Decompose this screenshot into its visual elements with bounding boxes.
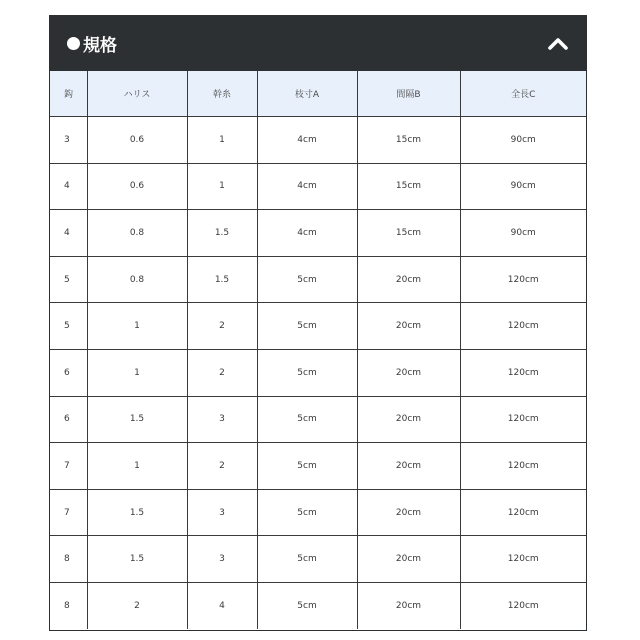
cell-hook: 6 <box>50 396 87 443</box>
cell-harisu: 1.5 <box>87 396 187 443</box>
cell-harisu: 1.5 <box>87 489 187 536</box>
cell-harisu: 0.6 <box>87 117 187 164</box>
cell-harisu: 0.6 <box>87 163 187 210</box>
cell-interval-b: 20cm <box>357 443 460 490</box>
column-header-total-c: 全長C <box>460 71 586 117</box>
cell-harisu: 1 <box>87 303 187 350</box>
cell-total-c: 90cm <box>460 163 586 210</box>
cell-branch-a: 5cm <box>257 303 357 350</box>
table-row <box>50 210 586 257</box>
bullet-icon <box>67 37 80 50</box>
cell-branch-a: 5cm <box>257 349 357 396</box>
cell-harisu: 1 <box>87 349 187 396</box>
table-row <box>50 582 586 628</box>
collapse-toggle-button[interactable] <box>544 30 572 58</box>
table-row <box>50 117 586 164</box>
table-row <box>50 489 586 536</box>
table-body <box>50 117 586 629</box>
cell-harisu: 0.8 <box>87 210 187 257</box>
cell-hook: 5 <box>50 256 87 303</box>
cell-harisu: 1 <box>87 443 187 490</box>
cell-mikiito: 3 <box>187 536 257 583</box>
cell-mikiito: 1.5 <box>187 210 257 257</box>
cell-total-c: 90cm <box>460 210 586 257</box>
column-header-branch-a: 枝寸A <box>257 71 357 117</box>
panel-title-group <box>67 31 117 56</box>
cell-interval-b: 20cm <box>357 396 460 443</box>
cell-interval-b: 20cm <box>357 536 460 583</box>
cell-interval-b: 20cm <box>357 489 460 536</box>
table-row <box>50 256 586 303</box>
table-row <box>50 396 586 443</box>
cell-harisu: 1.5 <box>87 536 187 583</box>
chevron-up-icon <box>547 37 569 51</box>
cell-total-c: 120cm <box>460 536 586 583</box>
cell-mikiito: 4 <box>187 582 257 628</box>
cell-branch-a: 4cm <box>257 163 357 210</box>
cell-hook: 7 <box>50 443 87 490</box>
cell-total-c: 120cm <box>460 396 586 443</box>
cell-mikiito: 2 <box>187 303 257 350</box>
panel-title: 規格 <box>83 36 117 56</box>
table-header-row <box>50 71 586 117</box>
table-row <box>50 303 586 350</box>
cell-interval-b: 20cm <box>357 303 460 350</box>
cell-branch-a: 5cm <box>257 582 357 628</box>
cell-total-c: 120cm <box>460 349 586 396</box>
cell-branch-a: 5cm <box>257 536 357 583</box>
cell-total-c: 90cm <box>460 117 586 164</box>
cell-mikiito: 1 <box>187 117 257 164</box>
cell-total-c: 120cm <box>460 256 586 303</box>
cell-branch-a: 5cm <box>257 489 357 536</box>
cell-interval-b: 20cm <box>357 256 460 303</box>
table-row <box>50 443 586 490</box>
column-header-interval-b: 間隔B <box>357 71 460 117</box>
cell-mikiito: 3 <box>187 489 257 536</box>
cell-mikiito: 2 <box>187 349 257 396</box>
cell-branch-a: 5cm <box>257 396 357 443</box>
column-header-mikiito: 幹糸 <box>187 71 257 117</box>
cell-interval-b: 20cm <box>357 349 460 396</box>
cell-total-c: 120cm <box>460 443 586 490</box>
cell-interval-b: 15cm <box>357 163 460 210</box>
column-header-hook: 鈎 <box>50 71 87 117</box>
cell-hook: 7 <box>50 489 87 536</box>
cell-total-c: 120cm <box>460 489 586 536</box>
spec-panel <box>49 15 587 631</box>
cell-interval-b: 20cm <box>357 582 460 628</box>
cell-branch-a: 5cm <box>257 256 357 303</box>
cell-total-c: 120cm <box>460 303 586 350</box>
cell-harisu: 0.8 <box>87 256 187 303</box>
cell-total-c: 120cm <box>460 582 586 628</box>
cell-mikiito: 1.5 <box>187 256 257 303</box>
cell-interval-b: 15cm <box>357 117 460 164</box>
cell-hook: 4 <box>50 163 87 210</box>
cell-interval-b: 15cm <box>357 210 460 257</box>
cell-mikiito: 3 <box>187 396 257 443</box>
panel-header[interactable] <box>50 16 586 71</box>
cell-mikiito: 2 <box>187 443 257 490</box>
cell-branch-a: 4cm <box>257 210 357 257</box>
cell-hook: 3 <box>50 117 87 164</box>
cell-hook: 4 <box>50 210 87 257</box>
cell-branch-a: 4cm <box>257 117 357 164</box>
cell-branch-a: 5cm <box>257 443 357 490</box>
cell-hook: 8 <box>50 582 87 628</box>
cell-mikiito: 1 <box>187 163 257 210</box>
table-row <box>50 536 586 583</box>
table-row <box>50 349 586 396</box>
column-header-harisu: ハリス <box>87 71 187 117</box>
spec-table <box>50 71 586 629</box>
cell-hook: 8 <box>50 536 87 583</box>
cell-harisu: 2 <box>87 582 187 628</box>
cell-hook: 6 <box>50 349 87 396</box>
table-row <box>50 163 586 210</box>
cell-hook: 5 <box>50 303 87 350</box>
